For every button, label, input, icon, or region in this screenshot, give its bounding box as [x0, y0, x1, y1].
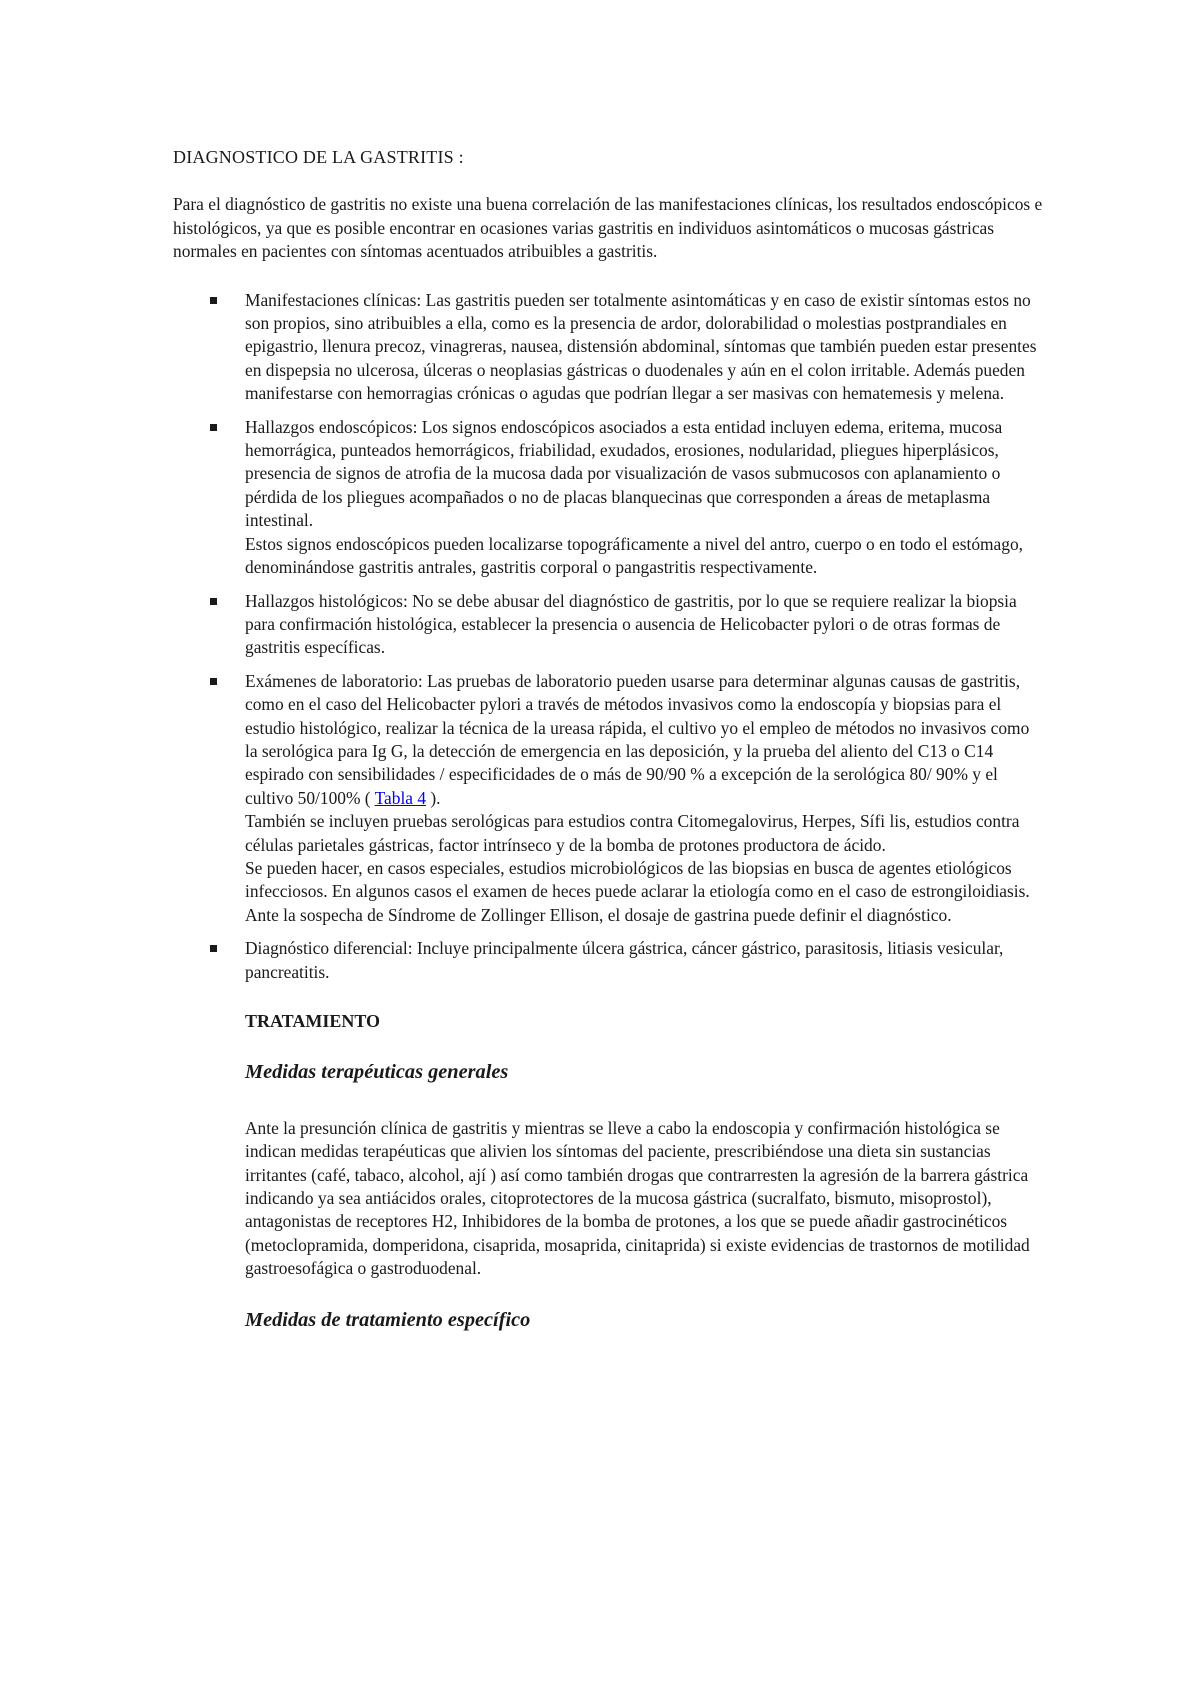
treatment-heading: TRATAMIENTO [245, 1011, 381, 1031]
general-measures-heading: Medidas terapéuticas generales [245, 1061, 509, 1084]
list-item-text: Estos signos endoscópicos pueden localizarse topográficamente a nivel del antro, cuerpo o en todo el estómago, denominándose gastritis antrales, gastritis corporal o pangastritis respectivamente. [245, 533, 1023, 578]
list-item-text: Hallazgos endoscópicos: Los signos endoscópicos asociados a esta entidad incluyen edema, eritema, mucosa hemorrágica, punteados hemorrágicos, friabilidad, exudados, erosiones, nodularidad, pliegues hiperplásicos, presencia de signos de atrofia de la mucosa dada por visualización de vasos submucosos con aplanamiento o pérdida de los pliegues acompañados o no de placas blanquecinas que corresponden a áreas de metaplasma intestinal. [245, 416, 1003, 531]
list-item-text: ). [426, 787, 441, 808]
list-item-text: Hallazgos histológicos: No se debe abusar del diagnóstico de gastritis, por lo que se requiere realizar la biopsia para confirmación histológica, establecer la presencia o ausencia de Helicobacter pylori o de otras formas de gastritis específicas. [245, 590, 1017, 658]
list-item-text: Se pueden hacer, en casos especiales, estudios microbiológicos de las biopsias en busca de agentes etiológicos infecciosos. En algunos casos el examen de heces puede aclarar la etiología como en el caso de estrongiloidiasis. Ante la sospecha de Síndrome de Zollinger Ellison, el dosaje de gastrina puede definir el diagnóstico. [245, 857, 1030, 925]
tabla-4-link[interactable]: Tabla 4 [374, 787, 427, 808]
diagnosis-list [173, 289, 1043, 984]
list-item-clinical [173, 289, 1043, 406]
treatment-section [173, 1010, 1043, 1332]
list-item-histologic [173, 590, 1043, 660]
list-item-laboratory [173, 670, 1043, 927]
list-item-text: También se incluyen pruebas serológicas para estudios contra Citomegalovirus, Herpes, Sífi lis, estudios contra células parietales gástricas, factor intrínseco y de la bomba de protones productora de ácido. [245, 811, 1020, 855]
specific-measures-heading: Medidas de tratamiento específico [245, 1308, 531, 1331]
list-item-endoscopic [173, 416, 1043, 580]
general-measures-text: Ante la presunción clínica de gastritis y mientras se lleve a cabo la endoscopia y confirmación histológica se indican medidas terapéuticas que alivien los síntomas del paciente, prescribiéndose una dieta sin sustancias irritantes (café, tabaco, alcohol, ají ) así como también drogas que contrarresten la agresión de la barrera gástrica indicando ya sea antiácidos orales, citoprotectores de la mucosa gástrica (sucralfato, bismuto, misoprostol), antagonistas de receptores H2, Inhibidores de la bomba de protones, a los que se puede añadir gastrocinéticos (metoclopramida, domperidona, cisaprida, mosaprida, cinitaprida) si existe evidencias de trastornos de motilidad gastroesofágica o gastroduodenal. [245, 1117, 1030, 1279]
list-item-text: Manifestaciones clínicas: Las gastritis pueden ser totalmente asintomáticas y en caso de existir síntomas estos no son propios, sino atribuibles a ella, como es la presencia de ardor, dolorabilidad o molestias postprandiales en epigastrio, llenura precoz, vinagreras, nausea, distensión abdominal, síntomas que también pueden estar presentes en dispepsia no ulcerosa, úlceras o neoplasias gástricas o duodenales y aún en el colon irritable. Además pueden manifestarse con hemorragias crónicas o agudas que podrían llegar a ser masivas con hematemesis y melena. [245, 289, 1037, 404]
list-item-text: Exámenes de laboratorio: Las pruebas de laboratorio pueden usarse para determinar algunas causas de gastritis, como en el caso del Helicobacter pylori a través de métodos invasivos como la endoscopía y biopsias para el estudio histológico, realizar la técnica de la ureasa rápida, el cultivo yo el empleo de métodos no invasivos como la serológica para Ig G, la detección de emergencia en las deposición, y la prueba del aliento del C13 o C14 espirado con sensibilidades / especificidades de o más de 90/90 % a excepción de la serológica 80/ 90% y el cultivo 50/100% ( [245, 670, 1030, 808]
list-item-differential [173, 937, 1043, 984]
bullet-icon [210, 297, 217, 304]
list-item-text: Diagnóstico diferencial: Incluye principalmente úlcera gástrica, cáncer gástrico, parasitosis, litiasis vesicular, pancreatitis. [245, 938, 1004, 982]
bullet-icon [210, 424, 217, 431]
bullet-icon [210, 678, 217, 685]
bullet-icon [210, 945, 217, 952]
intro-paragraph: Para el diagnóstico de gastritis no existe una buena correlación de las manifestaciones clínicas, los resultados endoscópicos e histológicos, ya que es posible encontrar en ocasiones varias gastritis en individuos asintomáticos o mucosas gástricas normales en pacientes con síntomas acentuados atribuibles a gastritis. [173, 194, 1043, 262]
document-page [173, 146, 1043, 1332]
bullet-icon [210, 598, 217, 605]
document-title: DIAGNOSTICO DE LA GASTRITIS : [173, 147, 464, 167]
